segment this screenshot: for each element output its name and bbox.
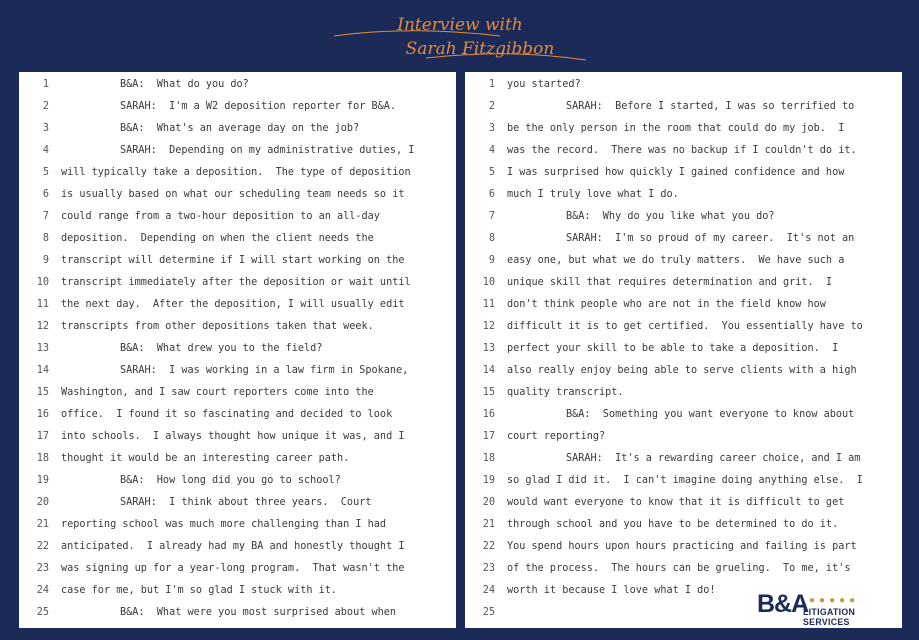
line-number: 14 — [36, 365, 49, 376]
transcript-line — [465, 364, 902, 386]
line-text: through school and you have to be determined to do it. — [507, 519, 839, 530]
transcript-line — [19, 100, 456, 122]
transcript-line — [465, 100, 902, 122]
transcript-line — [19, 430, 456, 452]
transcript-line — [19, 364, 456, 386]
line-number: 24 — [482, 585, 495, 596]
title-line-1: Interview with — [396, 15, 523, 35]
line-text: would want everyone to know that it is difficult to get — [507, 497, 845, 508]
transcript-line — [465, 166, 902, 188]
transcript-line — [465, 188, 902, 210]
logo-text: LITIGATION SERVICES — [803, 607, 856, 627]
line-number: 17 — [482, 431, 495, 442]
line-text: will typically take a deposition. The type of deposition — [61, 167, 411, 178]
line-text: quality transcript. — [507, 387, 624, 398]
transcript-line — [465, 320, 902, 342]
transcript-line — [19, 518, 456, 540]
line-number: 1 — [488, 79, 495, 90]
line-text: was signing up for a year-long program. That wasn't the — [61, 563, 405, 574]
transcript-line — [19, 276, 456, 298]
line-text: much I truly love what I do. — [507, 189, 679, 200]
transcript-line — [465, 78, 902, 100]
transcript-line — [19, 254, 456, 276]
transcript-line — [465, 386, 902, 408]
line-text: be the only person in the room that could do my job. I — [507, 123, 845, 134]
line-number: 25 — [36, 607, 49, 618]
line-number: 15 — [482, 387, 495, 398]
transcript-line — [19, 232, 456, 254]
line-number: 9 — [488, 255, 495, 266]
line-number: 6 — [488, 189, 495, 200]
transcript-line — [465, 562, 902, 584]
line-text: transcripts from other depositions taken that week. — [61, 321, 374, 332]
line-number: 23 — [36, 563, 49, 574]
transcript-line — [19, 210, 456, 232]
line-text: B&A: How long did you go to school? — [120, 475, 341, 486]
line-number: 8 — [42, 233, 49, 244]
line-number: 21 — [482, 519, 495, 530]
line-text: SARAH: I think about three years. Court — [120, 497, 372, 508]
line-text: the next day. After the deposition, I will usually edit — [61, 299, 405, 310]
line-number: 11 — [36, 299, 49, 310]
line-number: 9 — [42, 255, 49, 266]
line-text: was the record. There was no backup if I couldn't do it. — [507, 145, 857, 156]
page-title — [0, 6, 919, 76]
line-text: B&A: Something you want everyone to know about — [566, 409, 855, 420]
line-number: 2 — [488, 101, 495, 112]
transcript-line — [19, 386, 456, 408]
logo-dots: ●●●●● — [809, 595, 860, 606]
transcript-line — [465, 430, 902, 452]
line-text: SARAH: I'm a W2 deposition reporter for B&A. — [120, 101, 397, 112]
transcript-page-left — [19, 72, 456, 628]
line-number: 20 — [482, 497, 495, 508]
line-number: 16 — [482, 409, 495, 420]
transcript-line — [19, 562, 456, 584]
transcript-line — [465, 144, 902, 166]
transcript-line — [19, 342, 456, 364]
line-text: worth it because I love what I do! — [507, 585, 716, 596]
line-number: 23 — [482, 563, 495, 574]
line-number: 2 — [42, 101, 49, 112]
line-text: B&A: What were you most surprised about when — [120, 607, 397, 618]
line-number: 11 — [482, 299, 495, 310]
line-number: 10 — [482, 277, 495, 288]
line-text: SARAH: I was working in a law firm in Spokane, — [120, 365, 409, 376]
transcript-line — [465, 452, 902, 474]
transcript-line — [19, 188, 456, 210]
line-number: 4 — [42, 145, 49, 156]
line-number: 19 — [482, 475, 495, 486]
line-number: 20 — [36, 497, 49, 508]
transcript-line — [19, 78, 456, 100]
line-text: difficult it is to get certified. You essentially have to — [507, 321, 863, 332]
line-number: 12 — [482, 321, 495, 332]
line-number: 10 — [36, 277, 49, 288]
line-text: could range from a two-hour deposition to an all-day — [61, 211, 380, 222]
transcript-line — [465, 232, 902, 254]
transcript-line — [19, 320, 456, 342]
line-text: you started? — [507, 79, 581, 90]
title-line-2: Sarah Fitzgibbon — [405, 39, 554, 59]
transcript-line — [19, 584, 456, 606]
transcript-line — [465, 298, 902, 320]
transcript-line — [465, 342, 902, 364]
transcript-line — [19, 122, 456, 144]
transcript-line — [19, 474, 456, 496]
transcript-line — [465, 496, 902, 518]
line-text: is usually based on what our scheduling team needs so it — [61, 189, 405, 200]
line-text: court reporting? — [507, 431, 606, 442]
line-text: You spend hours upon hours practicing and failing is part — [507, 541, 857, 552]
transcript-line — [19, 540, 456, 562]
line-number: 18 — [482, 453, 495, 464]
transcript-line — [19, 606, 456, 628]
line-number: 19 — [36, 475, 49, 486]
line-text: into schools. I always thought how unique it was, and I — [61, 431, 405, 442]
line-number: 13 — [482, 343, 495, 354]
transcript-line — [465, 540, 902, 562]
transcript-line — [465, 474, 902, 496]
line-number: 14 — [482, 365, 495, 376]
line-text: B&A: Why do you like what you do? — [566, 211, 775, 222]
line-text: transcript immediately after the deposition or wait until — [61, 277, 411, 288]
transcript-line — [19, 408, 456, 430]
line-text: case for me, but I'm so glad I stuck with it. — [61, 585, 338, 596]
line-text: B&A: What's an average day on the job? — [120, 123, 360, 134]
line-number: 22 — [36, 541, 49, 552]
line-text: thought it would be an interesting career path. — [61, 453, 350, 464]
line-number: 12 — [36, 321, 49, 332]
line-number: 7 — [42, 211, 49, 222]
line-number: 16 — [36, 409, 49, 420]
line-number: 3 — [488, 123, 495, 134]
transcript-line — [19, 452, 456, 474]
line-number: 3 — [42, 123, 49, 134]
line-text: transcript will determine if I will start working on the — [61, 255, 405, 266]
line-number: 15 — [36, 387, 49, 398]
line-number: 22 — [482, 541, 495, 552]
line-number: 21 — [36, 519, 49, 530]
transcript-line — [465, 254, 902, 276]
line-number: 1 — [42, 79, 49, 90]
line-number: 7 — [488, 211, 495, 222]
line-number: 5 — [488, 167, 495, 178]
line-text: SARAH: Before I started, I was so terrified to — [566, 101, 855, 112]
line-number: 6 — [42, 189, 49, 200]
line-text: I was surprised how quickly I gained confidence and how — [507, 167, 845, 178]
line-number: 18 — [36, 453, 49, 464]
line-text: deposition. Depending on when the client needs the — [61, 233, 374, 244]
line-text: unique skill that requires determination and grit. I — [507, 277, 833, 288]
transcript-line — [19, 298, 456, 320]
line-text: reporting school was much more challenging than I had — [61, 519, 387, 530]
line-number: 5 — [42, 167, 49, 178]
transcript-line — [19, 144, 456, 166]
line-number: 13 — [36, 343, 49, 354]
line-text: easy one, but what we do truly matters. We have such a — [507, 255, 845, 266]
line-number: 17 — [36, 431, 49, 442]
transcript-page-right — [465, 72, 902, 628]
transcript-line — [465, 122, 902, 144]
line-text: SARAH: I'm so proud of my career. It's not an — [566, 233, 855, 244]
line-text: SARAH: It's a rewarding career choice, and I am — [566, 453, 861, 464]
line-number: 8 — [488, 233, 495, 244]
transcript-line — [465, 408, 902, 430]
logo-mark: B&A — [757, 590, 809, 618]
transcript-line — [465, 210, 902, 232]
line-text: don't think people who are not in the field know how — [507, 299, 826, 310]
transcript-line — [465, 276, 902, 298]
line-text: B&A: What do you do? — [120, 79, 249, 90]
company-logo — [757, 590, 899, 627]
line-text: so glad I did it. I can't imagine doing anything else. I — [507, 475, 863, 486]
transcript-line — [465, 518, 902, 540]
line-text: perfect your skill to be able to take a deposition. I — [507, 343, 839, 354]
line-text: of the process. The hours can be grueling. To me, it's — [507, 563, 851, 574]
line-text: SARAH: Depending on my administrative duties, I — [120, 145, 415, 156]
line-text: B&A: What drew you to the field? — [120, 343, 323, 354]
line-text: Washington, and I saw court reporters come into the — [61, 387, 374, 398]
line-number: 4 — [488, 145, 495, 156]
transcript-line — [19, 166, 456, 188]
line-text: also really enjoy being able to serve clients with a high — [507, 365, 857, 376]
line-number: 24 — [36, 585, 49, 596]
line-text: anticipated. I already had my BA and honestly thought I — [61, 541, 405, 552]
transcript-line — [19, 496, 456, 518]
line-text: office. I found it so fascinating and decided to look — [61, 409, 393, 420]
line-number: 25 — [482, 607, 495, 618]
